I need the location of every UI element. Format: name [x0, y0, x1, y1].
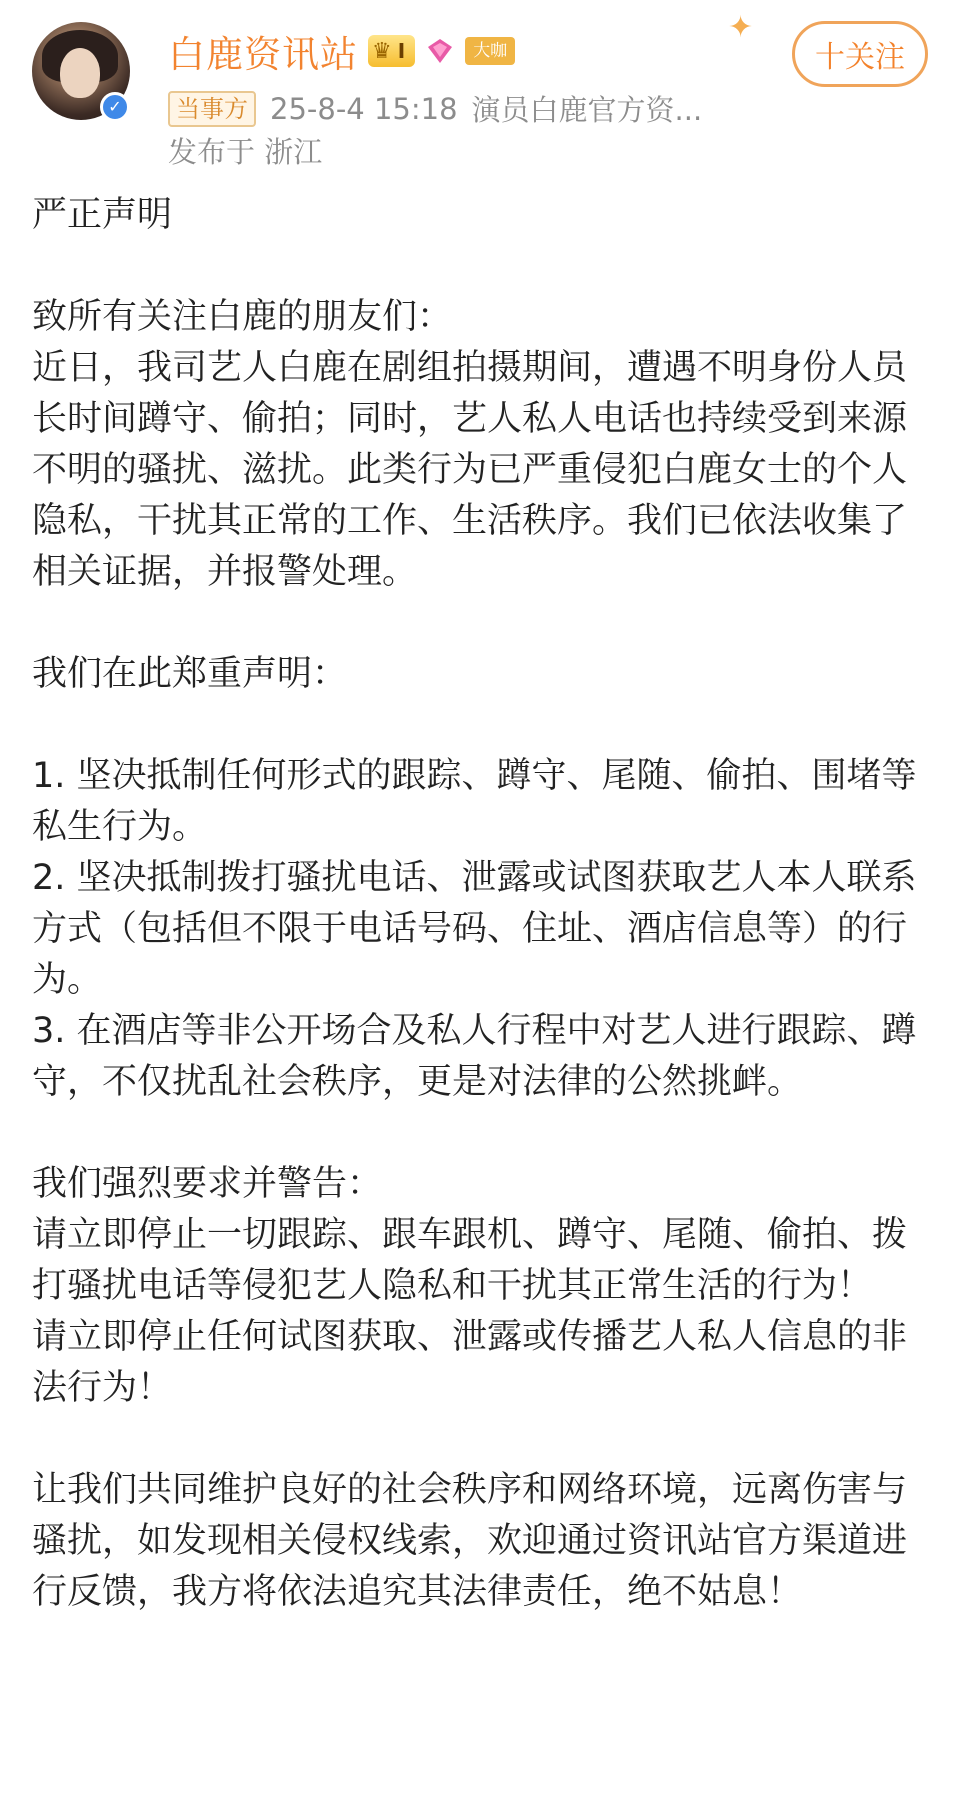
- post-timestamp: 25-8-4 15:18: [270, 91, 458, 126]
- follow-button[interactable]: 十关注: [792, 21, 928, 87]
- crown-badge-icon[interactable]: ♛ I: [368, 35, 415, 67]
- closing-paragraph: 让我们共同维护良好的社会秩序和网络环境，远离伤害与骚扰，如发现相关侵权线索，欢迎通过资讯站官方渠道进行反馈，我方将依法追究其法律责任，绝不姑息！: [32, 1470, 908, 1612]
- diamond-badge-icon[interactable]: [425, 36, 455, 66]
- declaration-heading: 我们在此郑重声明：: [32, 654, 348, 694]
- warning-2: 请立即停止任何试图获取、泄露或传播艺人私人信息的非法行为！: [32, 1317, 908, 1408]
- star-decoration-icon: ✦: [728, 10, 754, 45]
- author-name[interactable]: 白鹿资讯站: [168, 33, 358, 76]
- badge-level: I: [397, 39, 406, 63]
- warning-1: 请立即停止一切跟踪、跟车跟机、蹲守、尾随、偷拍、拨打骚扰电话等侵犯艺人隐私和干扰其正常生活的行为！: [32, 1215, 908, 1306]
- warning-heading: 我们强烈要求并警告：: [32, 1164, 383, 1204]
- declaration-item-2: 2. 坚决抵制拨打骚扰电话、泄露或试图获取艺人本人联系方式（包括但不限于电话号码、住址、酒店信息等）的行为。: [32, 858, 917, 1000]
- declaration-item-3: 3. 在酒店等非公开场合及私人行程中对艺人进行跟踪、蹲守，不仅扰乱社会秩序，更是对法律的公然挑衅。: [32, 1011, 917, 1102]
- post-location: 发布于 浙江: [168, 135, 323, 169]
- post-source[interactable]: 演员白鹿官方资...: [471, 93, 703, 127]
- post-header: [0, 0, 960, 170]
- verified-icon: ✓: [100, 92, 130, 122]
- declaration-item-1: 1. 坚决抵制任何形式的跟踪、蹲守、尾随、偷拍、围堵等私生行为。: [32, 756, 917, 847]
- vip-badge[interactable]: 大咖: [465, 37, 515, 65]
- post-content: [32, 190, 932, 1618]
- salutation: 致所有关注白鹿的朋友们：: [32, 297, 453, 337]
- author-row: [168, 24, 515, 78]
- party-tag[interactable]: 当事方: [168, 91, 256, 127]
- post-meta: [168, 88, 702, 129]
- statement-title: 严正声明: [32, 195, 173, 235]
- paragraph-1: 近日，我司艺人白鹿在剧组拍摄期间，遭遇不明身份人员长时间蹲守、偷拍；同时，艺人私人电话也持续受到来源不明的骚扰、滋扰。此类行为已严重侵犯白鹿女士的个人隐私，干扰其正常的工作、生活秩序。我们已依法收集了相关证据，并报警处理。: [32, 348, 908, 592]
